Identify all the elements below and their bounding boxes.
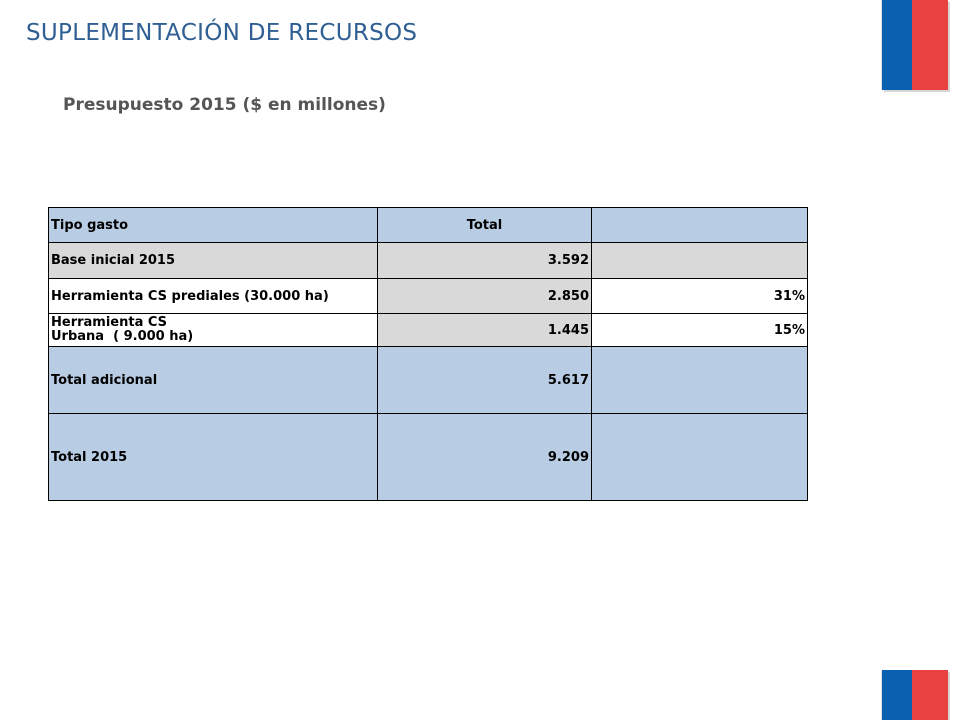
row-total: 5.617 xyxy=(378,347,592,414)
row-percent: 31% xyxy=(592,279,808,314)
page-title: SUPLEMENTACIÓN DE RECURSOS xyxy=(26,20,418,46)
header-cell-total: Total xyxy=(378,208,592,243)
budget-table xyxy=(48,207,808,501)
flag-decoration-top xyxy=(882,0,948,90)
table-row xyxy=(49,279,808,314)
row-total: 2.850 xyxy=(378,279,592,314)
row-percent: 15% xyxy=(592,314,808,347)
table-header-row xyxy=(49,208,808,243)
table-row xyxy=(49,243,808,279)
row-total: 3.592 xyxy=(378,243,592,279)
table-row xyxy=(49,414,808,501)
header-cell-empty xyxy=(592,208,808,243)
row-label-line-2: Urbana ( 9.000 ha) xyxy=(51,329,194,344)
row-label: Base inicial 2015 xyxy=(49,243,378,279)
row-label xyxy=(49,314,378,347)
table-row xyxy=(49,347,808,414)
row-total: 9.209 xyxy=(378,414,592,501)
row-label-line-1: Herramienta CS xyxy=(51,315,168,330)
row-percent xyxy=(592,347,808,414)
row-label: Total adicional xyxy=(49,347,378,414)
flag-blue-stripe xyxy=(882,670,912,720)
flag-red-stripe xyxy=(912,0,948,90)
flag-red-stripe xyxy=(912,670,948,720)
table-row xyxy=(49,314,808,347)
flag-decoration-bottom xyxy=(882,670,948,720)
row-percent xyxy=(592,243,808,279)
page-subtitle: Presupuesto 2015 ($ en millones) xyxy=(63,95,386,115)
flag-blue-stripe xyxy=(882,0,912,90)
row-percent xyxy=(592,414,808,501)
header-cell-tipo-gasto: Tipo gasto xyxy=(49,208,378,243)
row-label: Herramienta CS prediales (30.000 ha) xyxy=(49,279,378,314)
row-label: Total 2015 xyxy=(49,414,378,501)
row-total: 1.445 xyxy=(378,314,592,347)
